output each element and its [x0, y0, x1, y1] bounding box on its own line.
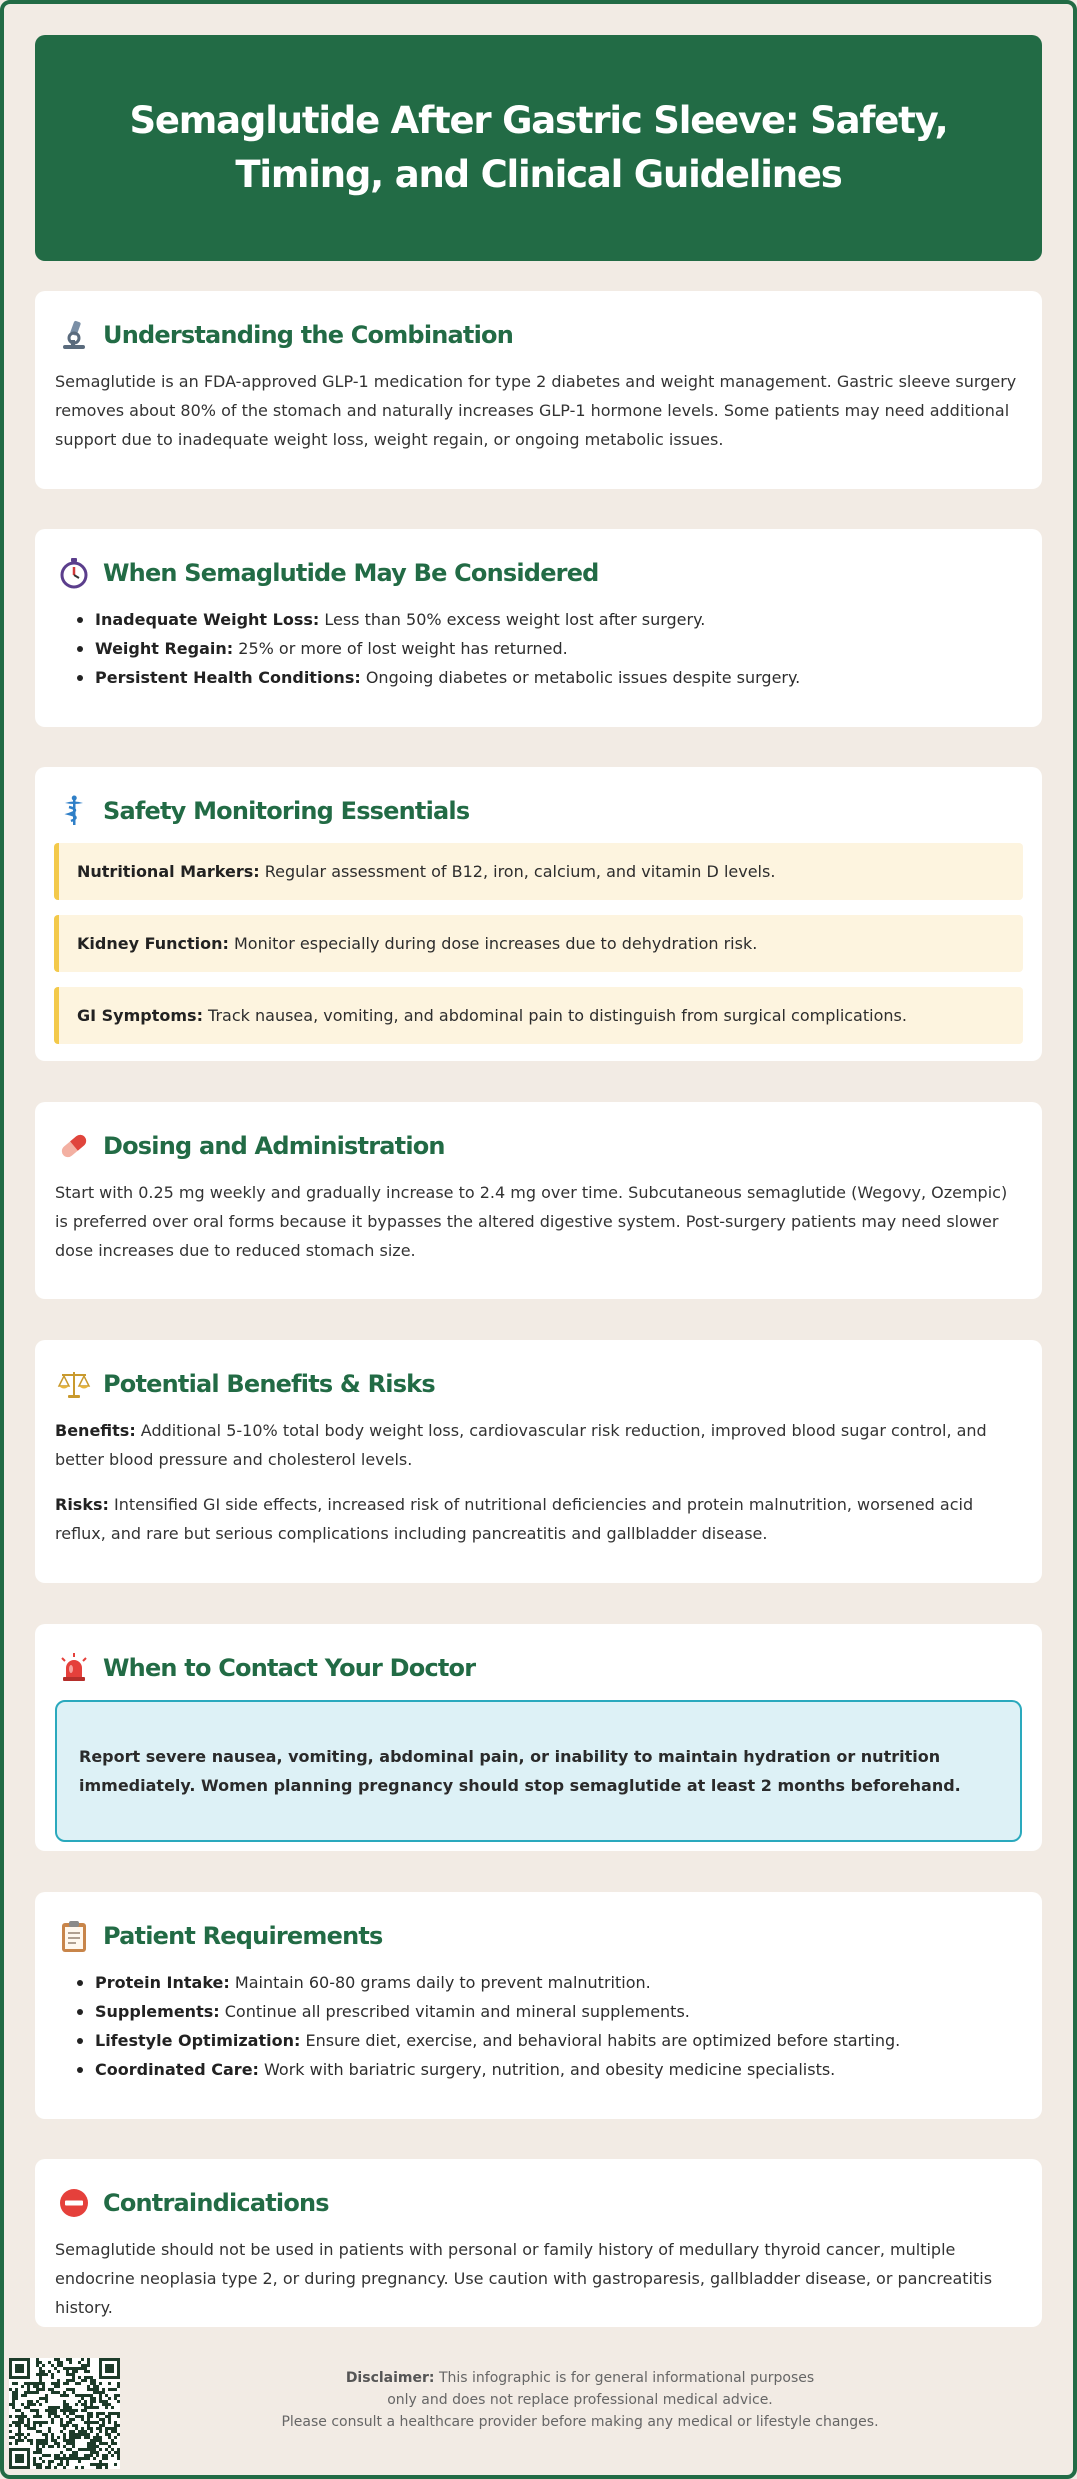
card-when-considered	[35, 529, 1042, 727]
card-header	[55, 2181, 1022, 2225]
card-patient-requirements	[35, 1892, 1042, 2119]
card-header	[55, 1124, 1022, 1168]
page-header	[35, 35, 1042, 261]
card-header	[55, 551, 1022, 595]
card-header	[55, 1362, 1022, 1406]
card-text: Start with 0.25 mg weekly and gradually increase to 2.4 mg over time. Subcutaneous semaglutide (Wegovy, Ozempic) is preferred over oral forms because it bypasses the altered digestive system. Post-surgery patients may need slower dose increases due to reduced stomach size.	[55, 1183, 1008, 1260]
no-entry-icon	[55, 2184, 93, 2222]
list-item: Coordinated Care: Work with bariatric surgery, nutrition, and obesity medicine specialists.	[77, 2055, 1022, 2084]
card-header	[55, 1914, 1022, 1958]
list-item: Protein Intake: Maintain 60-80 grams daily to prevent malnutrition.	[77, 1968, 1022, 1997]
card-header	[55, 789, 1022, 833]
stopwatch-icon	[55, 554, 93, 592]
alert-box: Report severe nausea, vomiting, abdominal pain, or inability to maintain hydration or nutrition immediately. Women planning pregnancy should stop semaglutide at least 2 months beforehand.	[55, 1700, 1022, 1842]
card-title: Understanding the Combination	[103, 321, 513, 349]
card-header	[55, 1646, 1022, 1690]
card-title: Patient Requirements	[103, 1922, 383, 1950]
card-understanding	[35, 291, 1042, 489]
card-benefits-risks	[35, 1340, 1042, 1583]
criteria-list	[55, 605, 1022, 692]
page-footer	[0, 2355, 1077, 2475]
card-title: Contraindications	[103, 2189, 329, 2217]
card-title: Potential Benefits & Risks	[103, 1370, 435, 1398]
pill-icon	[55, 1127, 93, 1165]
benefits-text: Benefits: Additional 5-10% total body weight loss, cardiovascular risk reduction, improved blood sugar control, and better blood pressure and cholesterol levels.	[55, 1421, 987, 1469]
list-item: Supplements: Continue all prescribed vitamin and mineral supplements.	[77, 1997, 1022, 2026]
siren-icon	[55, 1649, 93, 1687]
card-title: Safety Monitoring Essentials	[103, 797, 470, 825]
disclaimer: Disclaimer: This infographic is for general informational purposes only and does not replace professional medical advice. Please consult a healthcare provider before making any medical or lifestyle changes.	[281, 2370, 879, 2430]
microscope-icon	[55, 316, 93, 354]
card-contraindications	[35, 2159, 1042, 2327]
card-text: Semaglutide is an FDA-approved GLP-1 medication for type 2 diabetes and weight management. Gastric sleeve surgery removes about 80% of the stomach and naturally increases GLP-1 hormone levels. Some patients may need additional support due to inadequate weight loss, weight regain, or ongoing metabolic issues.	[55, 372, 1017, 449]
card-header	[55, 313, 1022, 357]
list-item: Weight Regain: 25% or more of lost weight has returned.	[77, 634, 1022, 663]
list-item: Inadequate Weight Loss: Less than 50% excess weight lost after surgery.	[77, 605, 1022, 634]
page-title: Semaglutide After Gastric Sleeve: Safety, Timing, and Clinical Guidelines	[129, 99, 948, 196]
card-title: When Semaglutide May Be Considered	[103, 559, 599, 587]
callout-gi-symptoms: GI Symptoms: Track nausea, vomiting, and abdominal pain to distinguish from surgical complications.	[54, 987, 1023, 1044]
scales-icon	[55, 1365, 93, 1403]
card-title: Dosing and Administration	[103, 1132, 445, 1160]
callout-kidney-function: Kidney Function: Monitor especially during dose increases due to dehydration risk.	[54, 915, 1023, 972]
qr-code[interactable]	[9, 2358, 120, 2469]
clipboard-icon	[55, 1917, 93, 1955]
card-dosing	[35, 1102, 1042, 1299]
requirements-list	[55, 1968, 1022, 2084]
card-title: When to Contact Your Doctor	[103, 1654, 476, 1682]
card-text: Semaglutide should not be used in patients with personal or family history of medullary thyroid cancer, multiple endocrine neoplasia type 2, or during pregnancy. Use caution with gastroparesis, gallbladder disease, or pancreatitis history.	[55, 2240, 993, 2317]
list-item: Lifestyle Optimization: Ensure diet, exercise, and behavioral habits are optimized before starting.	[77, 2026, 1022, 2055]
card-safety	[35, 767, 1042, 1061]
callout-nutritional-markers: Nutritional Markers: Regular assessment of B12, iron, calcium, and vitamin D levels.	[54, 843, 1023, 900]
list-item: Persistent Health Conditions: Ongoing diabetes or metabolic issues despite surgery.	[77, 663, 1022, 692]
caduceus-icon	[55, 792, 93, 830]
risks-text: Risks: Intensified GI side effects, increased risk of nutritional deficiencies and protein malnutrition, worsened acid reflux, and rare but serious complications including pancreatitis and gallbladder disease.	[55, 1495, 974, 1543]
card-contact-doctor	[35, 1624, 1042, 1851]
